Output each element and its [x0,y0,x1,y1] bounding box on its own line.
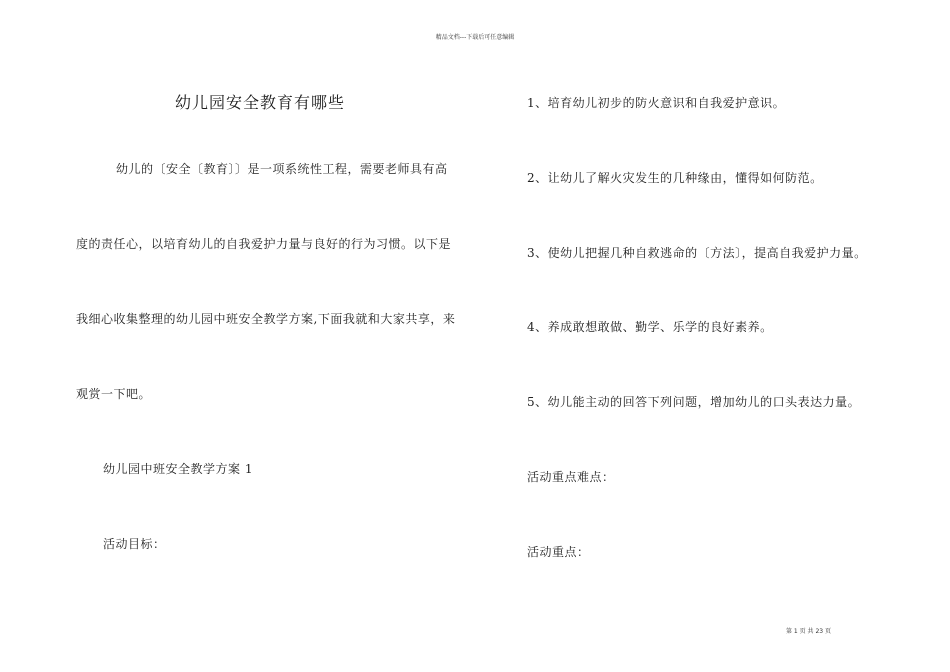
intro-line-2: 度的责任心，以培育幼儿的自我爱护力量与良好的行为习惯。以下是 [76,237,452,251]
intro-line-3: 我细心收集整理的幼儿园中班安全教学方案,下面我就和大家共享，来 [76,312,456,326]
page-header-note: 精品文档---下载后可任意编辑 [435,34,515,41]
document-title: 幼儿园安全教育有哪些 [175,93,346,112]
goal-item-3: 3、使幼儿把握几种自救逃命的〔方法〕，提高自我爱护力量。 [527,246,867,260]
page-footer-info: 第 1 页 共 23 页 [786,628,831,635]
goal-heading: 活动目标： [103,537,166,551]
goal-item-5: 5、幼儿能主动的回答下列问题，增加幼儿的口头表达力量。 [527,395,861,409]
goal-item-4: 4、养成敢想敢做、勤学、乐学的良好素养。 [527,320,773,334]
goal-item-1: 1、培育幼儿初步的防火意识和自我爱护意识。 [527,96,786,110]
plan-heading: 幼儿园中班安全教学方案 1 [103,462,253,476]
intro-line-1: 幼儿的〔安全〔教育〕〕是一项系统性工程，需要老师具有高 [116,162,448,176]
goal-item-2: 2、让幼儿了解火灾发生的几种缘由，懂得如何防范。 [527,171,823,185]
key-difficult-heading: 活动重点难点： [527,470,615,484]
key-heading: 活动重点： [527,545,590,559]
intro-line-4: 观赏一下吧。 [76,387,152,401]
